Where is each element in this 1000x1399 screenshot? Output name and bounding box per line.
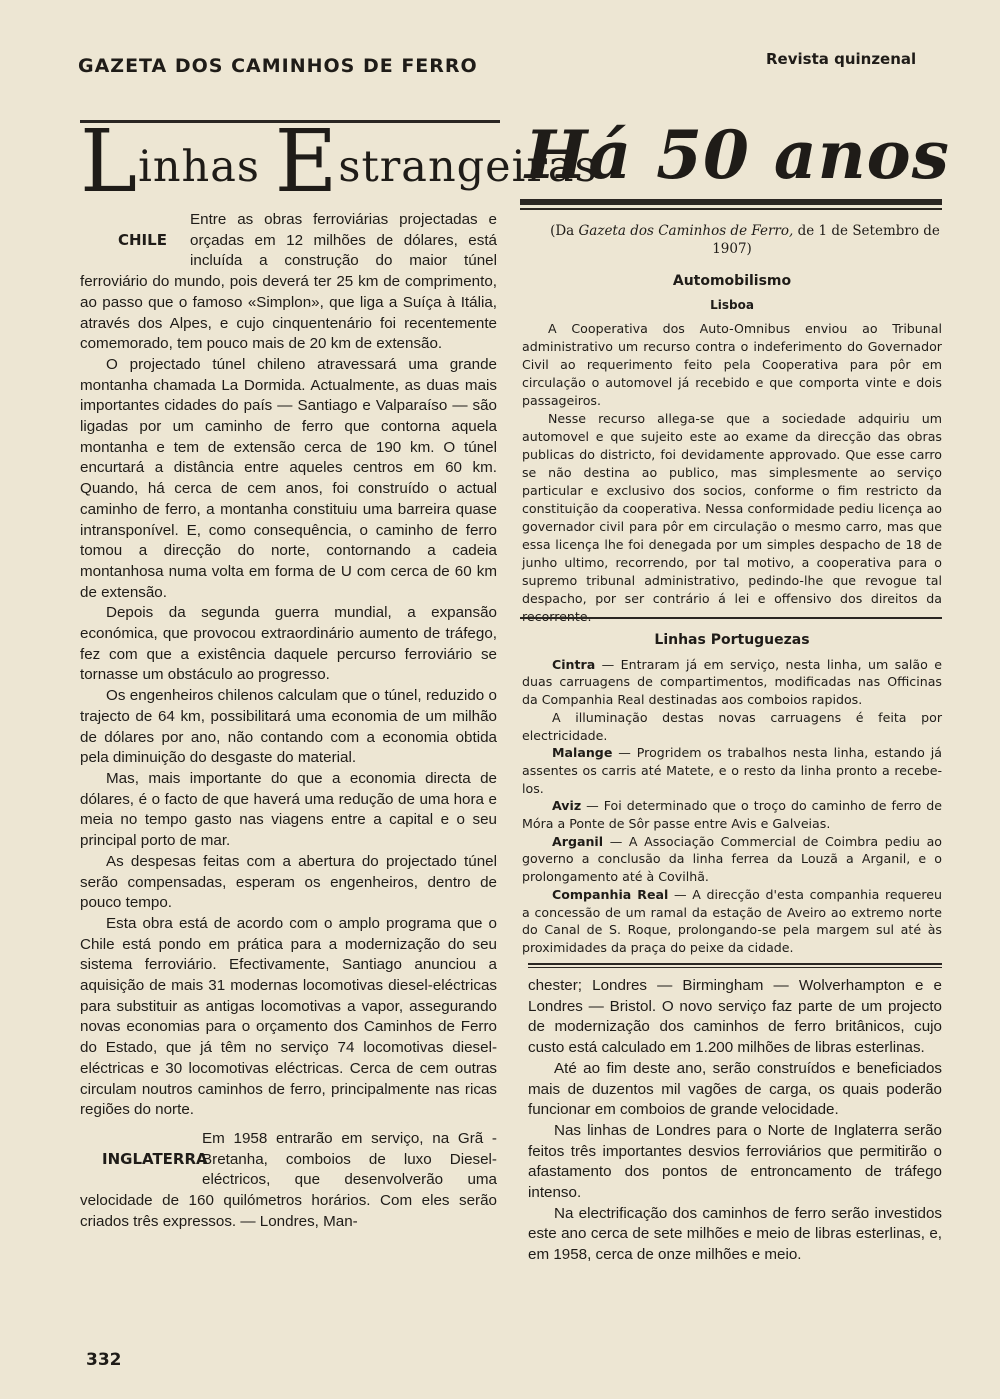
right-column-continuation xyxy=(528,976,942,1266)
article-paragraph: Em 1958 entrarão em serviço, na Grã - Bretanha, comboios de luxo Diesel-eléctricos, que desenvolverão uma velocidade de 160 quilómetros horários. Com eles serão criados três expressos. — Londres, Man- xyxy=(80,1129,497,1230)
running-header-title: GAZETA DOS CAMINHOS DE FERRO xyxy=(78,55,478,77)
article-paragraph: As despesas feitas com a abertura do projectado túnel serão compensadas, esperam os engenheiros, dentro de pouco tempo. xyxy=(80,852,497,912)
news-item-text: — Progridem os trabalhos nesta linha, estando já assentes os carris até Matete, e o resto da linha pronto a recebe-los. xyxy=(522,745,942,796)
article-paragraph: Na electrificação dos caminhos de ferro serão investidos este ano cerca de sete milhões e meio de libras esterlinas, e, em 1958, cerca de onze milhões e meio. xyxy=(528,1204,942,1264)
country-tag-inglaterra: INGLATERRA xyxy=(102,1149,208,1168)
left-column-article xyxy=(80,210,497,1232)
news-item-text: — A Associação Commercial de Coimbra pediu ao governo a conclusão da linha ferrea da Louzã a Arganil, e o prolongamento até à Covilhã. xyxy=(522,833,942,885)
article-paragraph: Mas, mais importante do que a economia directa de dólares, é o facto de que haverá uma redução de uma hora e meia no tempo gasto nas viagens entre a capital e o seu principal porto de mar. xyxy=(80,769,497,850)
news-item xyxy=(522,709,942,744)
country-tag-chile: CHILE xyxy=(118,231,167,249)
linhas-portuguezas-section xyxy=(522,628,942,957)
news-item-place: Companhia Real xyxy=(552,886,669,902)
news-item xyxy=(522,744,942,797)
news-item-text: A illuminação destas novas carruagens é feita por electricidade. xyxy=(522,709,942,743)
article-paragraph: Nas linhas de Londres para o Norte de Inglaterra serão feitos três importantes desvios ferroviários que permitirão o afastamento dos pontos de entroncamento de tráfego intenso. xyxy=(528,1121,942,1202)
news-item xyxy=(522,797,942,832)
news-item-place: Malange xyxy=(552,745,613,761)
news-item-text: — Foi determinado que o troço do caminho de ferro de Móra a Ponte de Sôr passe entre Avis e Galveias. xyxy=(522,798,942,832)
source-publication: Gazeta dos Caminhos de Ferro, xyxy=(578,223,794,239)
news-item-text: — Entraram já em serviço, nesta linha, um salão e duas carruagens de compartimentos, modificadas nas Officinas da Companhia Real destinadas aos comboios rapidos. xyxy=(522,656,942,708)
page-number: 332 xyxy=(86,1350,122,1370)
title-part-1: inhas xyxy=(138,142,275,192)
heading-automobilismo: Automobilismo xyxy=(672,273,792,289)
news-item xyxy=(522,656,942,709)
news-item xyxy=(522,833,942,886)
news-item-place: Aviz xyxy=(552,798,582,814)
news-item-text: — A direcção d'esta companhia requereu a concessão de um ramal da estação de Aveiro ao extremo norte do Canal de S. Roque, prolongando-se pela margem sul até às proximidades da praça do peixe da cidade. xyxy=(522,886,943,955)
article-paragraph: Depois da segunda guerra mundial, a expansão económica, que provocou extraordinário aumento de tráfego, fez com que a existência daquele percurso ferroviário se tornasse um obstáculo ao progresso. xyxy=(80,604,497,684)
source-line xyxy=(522,222,942,258)
article-paragraph: Nesse recurso allega-se que a sociedade adquiriu um automovel e que sujeito este ao exame da direcção das obras publicas do districto, foi devidamente approvado. Que esse carro se não destina ao publico, mas simplesmente ao serviço particular e exclusivo dos socios, conforme o fim restricto da constituição da cooperativa. Nessa conformidade pediu licença ao governador civil para pôr em circulação o mesmo carro, mas que essa licença lhe foi denegada por um simples despacho de 18 de junho ultimo, recorrendo, por tal motivo, a cooperativa para o supremo tribunal administrativo, pedindo-lhe que revogue tal despacho, por ser contrário á lei e offensivo dos direitos da xyxy=(522,411,942,606)
title-initial-e: E xyxy=(274,112,339,212)
news-item xyxy=(522,886,942,957)
article-paragraph: O projectado túnel chileno atravessará uma grande montanha chamada La Dormida. Actualmente, as duas mais importantes cidades do país — Santiago e Valparaíso — são ligadas por um caminho de ferro que contorna aquela montanha e tem de extensão cerca de 190 km. O túnel encurtará a distância entre aqueles centros em 60 km. Quando, há cerca de cem anos, foi construído o actual caminho de ferro, a montanha constituiu uma barreira quase intransponível. E, como consequência, o caminho de ferro tomou a direcção do norte, contornando a cadeia montanhosa numa volta em forma de U com cerca de 60 km de extensão. xyxy=(80,355,497,601)
section-title-linhas-estrangeiras xyxy=(80,112,598,212)
source-prefix: (Da xyxy=(550,223,579,239)
section-divider xyxy=(520,617,942,619)
article-paragraph: chester; Londres — Birmingham — Wolverhampton e e Londres — Bristol. O novo serviço faz parte de um projecto de modernização dos caminhos de ferro britânicos, cujo custo está calculado em 1.200 milhões de libras esterlinas. xyxy=(528,977,942,1057)
article-paragraph: Até ao fim deste ano, serão construídos e beneficiados mais de duzentos mil vagões de carga, os quais poderão funcionar em comboios de grande velocidade. xyxy=(528,1059,942,1119)
article-paragraph: Os engenheiros chilenos calculam que o túnel, reduzido o trajecto de 64 km, possibilitará uma economia de um milhão de dólares por ano, não contando com a economia obtida pela diminuição do desgaste do material. xyxy=(80,687,497,767)
title-rule-thick xyxy=(520,199,942,205)
section-end-rule-thin xyxy=(528,967,942,968)
section-title-ha-50-anos: Há 50 anos xyxy=(525,116,950,194)
title-initial-l: L xyxy=(80,112,139,212)
article-paragraph: A Cooperativa dos Auto-Omnibus enviou ao Tribunal administrativo um recurso contra o indeferimento do Governador Civil ao requerimento feito pela Cooperativa para pôr em circulação o automovel já recebido e que comporta vinte e dois passageiros. xyxy=(522,321,942,408)
news-item-place: Arganil xyxy=(552,833,604,849)
source-date: de 1 de Setembro de 1907) xyxy=(712,223,940,257)
subheading-lisboa: Lisboa xyxy=(710,298,754,312)
running-header-subtitle: Revista quinzenal xyxy=(766,50,917,68)
title-part-2: strangeiras xyxy=(338,142,598,192)
title-rule-thin xyxy=(520,208,942,210)
section-end-rule xyxy=(528,963,942,965)
news-item-place: Cintra xyxy=(552,656,596,672)
ha-50-anos-column xyxy=(522,222,942,626)
article-paragraph: Entre as obras ferroviárias projectadas e orçadas em 12 milhões de dólares, está incluída a construção do maior túnel ferroviário do mundo, pois deverá ter 25 km de comprimento, ao passo que o famoso «Simplon», que liga a Suíça à Itália, através dos Alpes, e cujo cinquentenário foi recentemente comemorado, tem pouco mais de 20 km de extensão. xyxy=(80,211,497,353)
heading-linhas-portuguezas: Linhas Portuguezas xyxy=(654,632,810,648)
article-paragraph: Esta obra está de acordo com o amplo programa que o Chile está pondo em prática para a modernização do seu sistema ferroviário. Efectivamente, Santiago anunciou a aquisição de mais 31 modernas locomotivas diesel-eléctricas para substituir as antigas locomotivas a vapor, assegurando novas economias para o orçamento dos Caminhos de Ferro do Estado, que já têm no serviço 74 locomotivas diesel-eléctricas e 30 locomotivas eléctricas. Cerca de cem outras circulam noutros caminhos de ferro, principalmente nas ricas regiões do norte. xyxy=(80,914,497,1119)
